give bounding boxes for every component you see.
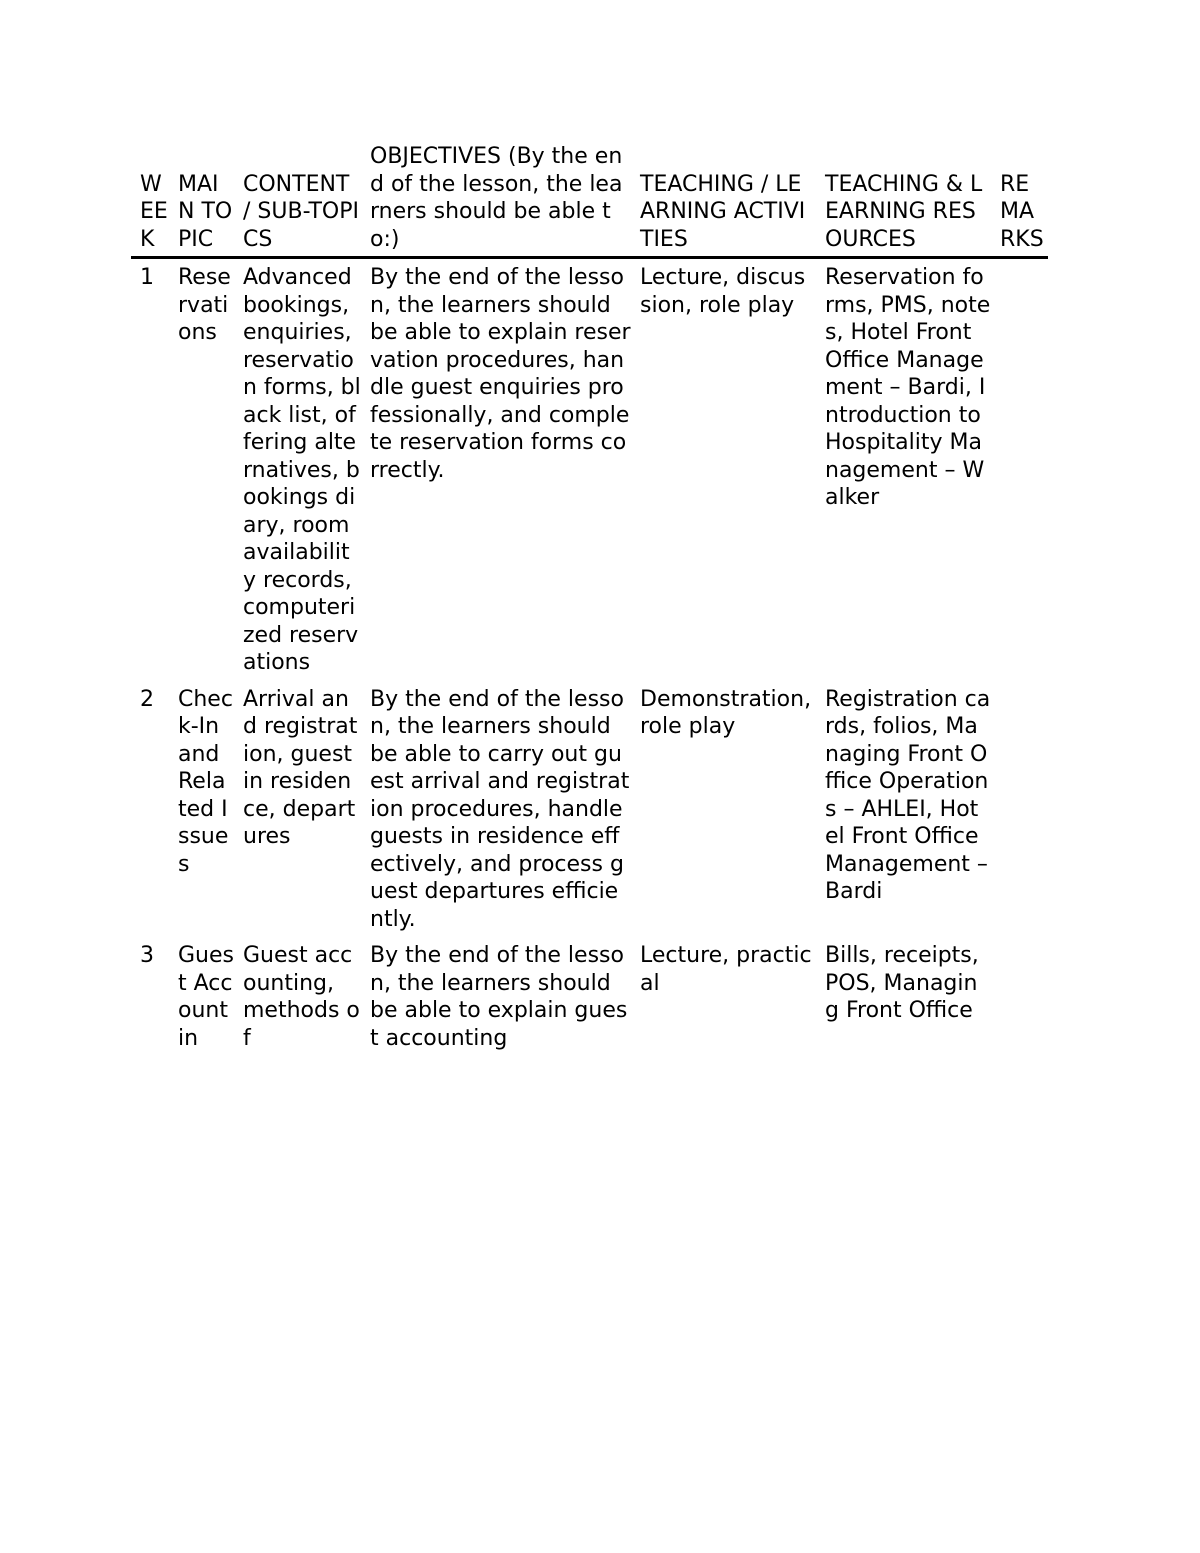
cell-activities: Lecture, discussion, role play xyxy=(640,265,806,318)
cell-resources: Bills, receipts, POS, Managing Front Office xyxy=(825,943,979,1023)
cell-remarks xyxy=(991,681,1048,938)
table-row xyxy=(131,258,1048,681)
cell-week: 3 xyxy=(140,943,154,968)
header-content: CONTENT / SUB-TOPICS xyxy=(243,171,359,252)
table-row xyxy=(131,937,1048,1056)
scheme-of-work-table xyxy=(131,143,1048,1056)
cell-objectives: By the end of the lesson, the learners should be able to explain guest accounting xyxy=(370,943,628,1051)
cell-resources: Reservation forms, PMS, notes, Hotel Front Office Management – Bardi, Introduction to Hospitality Management – Walker xyxy=(825,265,991,510)
header-activities: TEACHING / LEARNING ACTIVITIES xyxy=(640,171,806,252)
cell-content: Arrival and registration, guest in residence, departures xyxy=(243,686,358,849)
header-main-topic: MAIN TOPIC xyxy=(178,171,233,252)
cell-remarks xyxy=(991,258,1048,681)
cell-activities: Demonstration, role play xyxy=(640,686,812,739)
cell-week: 1 xyxy=(140,265,154,290)
cell-main-topic: Guest Accountin xyxy=(178,943,234,1051)
cell-week: 2 xyxy=(140,686,154,712)
cell-objectives: By the end of the lesson, the learners should be able to carry out guest arrival and registration procedures, handle guests in residence effectively, and process guest departures efficiently. xyxy=(370,686,630,932)
cell-content: Advanced bookings, enquiries, reservation forms, black list, offering alternatives, bookings diary, room availability records, computerized reservations xyxy=(243,265,361,675)
cell-main-topic: Reservations xyxy=(178,265,231,345)
cell-main-topic: Check-In and Related Issues xyxy=(178,686,233,877)
header-week: WEEK xyxy=(140,171,168,252)
cell-remarks xyxy=(991,937,1048,1056)
table-header-row xyxy=(131,143,1048,258)
cell-objectives: By the end of the lesson, the learners should be able to explain reservation procedures, handle guest enquiries professionally, and complete reservation forms correctly. xyxy=(370,265,631,483)
cell-activities: Lecture, practical xyxy=(640,943,812,996)
cell-resources: Registration cards, folios, Managing Front Office Operations – AHLEI, Hotel Front Office Management – Bardi xyxy=(825,686,991,904)
header-resources: TEACHING & LEARNING RESOURCES xyxy=(825,171,983,252)
cell-content: Guest accounting, methods of xyxy=(243,943,360,1051)
header-objectives: OBJECTIVES (By the end of the lesson, the learners should be able to:) xyxy=(370,144,623,252)
header-remarks: REMARKS xyxy=(1000,171,1044,252)
table-row xyxy=(131,681,1048,938)
